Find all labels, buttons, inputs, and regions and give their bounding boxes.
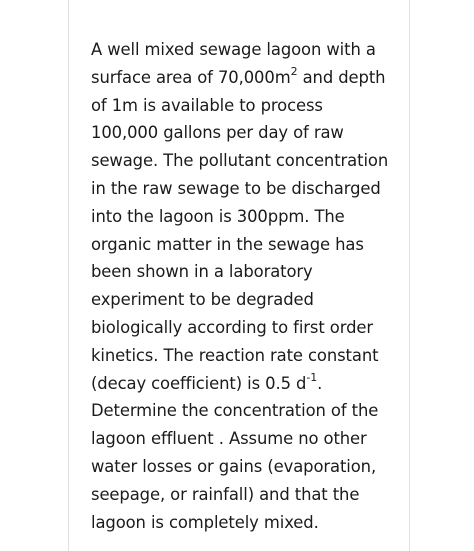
question-line xyxy=(91,203,407,231)
question-line xyxy=(91,314,407,342)
text-run: in the raw sewage to be discharged xyxy=(91,178,381,198)
question-line xyxy=(91,175,407,203)
question-text xyxy=(91,36,407,536)
question-line xyxy=(91,397,407,425)
text-run: water losses or gains (evaporation, xyxy=(91,456,377,476)
text-run: seepage, or rainfall) and that the xyxy=(91,484,360,504)
question-line xyxy=(91,370,407,398)
text-run: experiment to be degraded xyxy=(91,290,314,310)
text-run: (decay coefficient) is 0.5 d xyxy=(91,373,307,393)
text-run: lagoon is completely mixed. xyxy=(91,512,319,532)
question-line xyxy=(91,425,407,453)
question-line xyxy=(91,119,407,147)
text-run: A well mixed sewage lagoon with a xyxy=(91,40,376,59)
question-line xyxy=(91,342,407,370)
text-run: kinetics. The reaction rate constant xyxy=(91,345,379,365)
question-line xyxy=(91,481,407,509)
text-run: biologically according to first order xyxy=(91,317,374,337)
text-run: of 1m is available to process xyxy=(91,95,323,115)
text-run: into the lagoon is 300ppm. The xyxy=(91,206,345,226)
question-panel xyxy=(68,0,410,551)
question-line xyxy=(91,147,407,175)
text-run: lagoon effluent . Assume no other xyxy=(91,429,367,449)
superscript: 2 xyxy=(290,65,298,79)
question-line xyxy=(91,64,407,92)
text-run: organic matter in the sewage has xyxy=(91,234,364,254)
text-run: and depth xyxy=(297,67,386,87)
superscript: -1 xyxy=(306,371,318,385)
question-line xyxy=(91,509,407,537)
question-line xyxy=(91,231,407,259)
text-run: . xyxy=(317,373,323,393)
question-line xyxy=(91,286,407,314)
question-line xyxy=(91,92,407,120)
text-run: 100,000 gallons per day of raw xyxy=(91,123,344,143)
question-line xyxy=(91,453,407,481)
question-line xyxy=(91,258,407,286)
text-run: been shown in a laboratory xyxy=(91,262,313,282)
text-run: sewage. The pollutant concentration xyxy=(91,151,389,171)
question-line xyxy=(91,36,407,64)
text-run: Determine the concentration of the xyxy=(91,401,379,421)
text-run: surface area of 70,000m xyxy=(91,67,291,87)
